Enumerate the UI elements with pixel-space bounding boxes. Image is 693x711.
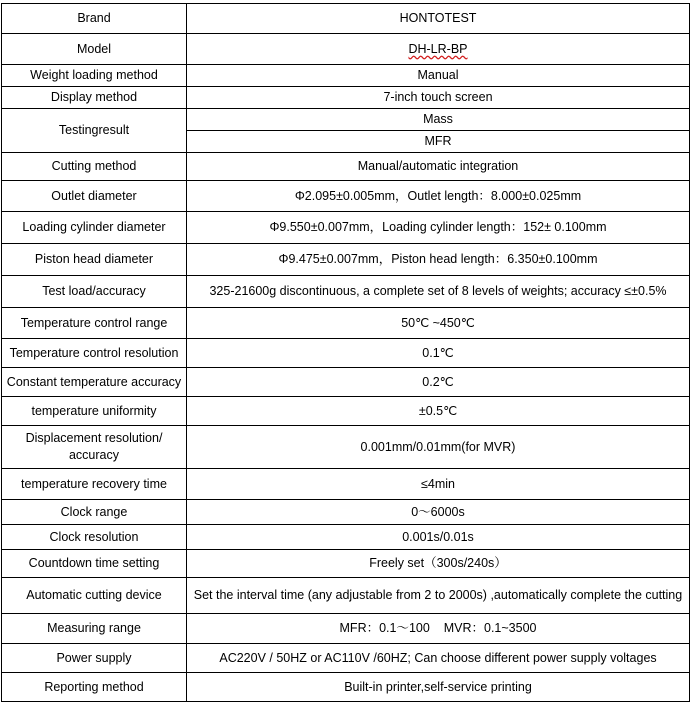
reporting-method-value: Built-in printer,self-service printing [187,673,690,702]
table-row [2,181,690,212]
temperature-recovery-time-label: temperature recovery time [2,469,187,500]
displacement-resolution-label-line-1: Displacement resolution/ [25,431,163,445]
weight-loading-method-value: Manual [187,65,690,87]
table-row [2,339,690,368]
constant-temperature-accuracy-value: 0.2℃ [187,368,690,397]
outlet-diameter-label: Outlet diameter [2,181,187,212]
piston-head-diameter-label: Piston head diameter [2,244,187,276]
table-row [2,308,690,339]
power-supply-value: AC220V / 50HZ or AC110V /60HZ; Can choose different power supply voltages [187,644,690,673]
cutting-method-value: Manual/automatic integration [187,153,690,181]
table-row [2,469,690,500]
display-method-label: Display method [2,87,187,109]
weight-loading-method-label: Weight loading method [2,65,187,87]
table-row [2,525,690,550]
power-supply-label: Power supply [2,644,187,673]
loading-cylinder-diameter-value: Φ9.550±0.007mm，Loading cylinder length：152± 0.100mm [187,212,690,244]
testing-result-label: Testingresult [2,109,187,153]
countdown-time-setting-label: Countdown time setting [2,550,187,578]
displacement-resolution-value: 0.001mm/0.01mm(for MVR) [187,426,690,469]
table-row [2,87,690,109]
piston-head-diameter-value: Φ9.475±0.007mm，Piston head length：6.350±0.100mm [187,244,690,276]
measuring-range-label: Measuring range [2,614,187,644]
table-row [2,276,690,308]
temperature-uniformity-label: temperature uniformity [2,397,187,426]
automatic-cutting-device-label: Automatic cutting device [2,578,187,614]
table-row [2,500,690,525]
automatic-cutting-device-value: Set the interval time (any adjustable from 2 to 2000s) ,automatically complete the cutting [187,578,690,614]
cutting-method-label: Cutting method [2,153,187,181]
table-row [2,644,690,673]
table-row [2,65,690,87]
clock-resolution-label: Clock resolution [2,525,187,550]
countdown-time-setting-value: Freely set（300s/240s） [187,550,690,578]
temperature-recovery-time-value: ≤4min [187,469,690,500]
table-row [2,673,690,702]
temperature-control-range-value: 50℃ ~450℃ [187,308,690,339]
displacement-resolution-label-line-2: accuracy [68,448,120,462]
temperature-control-range-label: Temperature control range [2,308,187,339]
clock-range-label: Clock range [2,500,187,525]
test-load-accuracy-value: 325-21600g discontinuous, a complete set of 8 levels of weights; accuracy ≤±0.5% [187,276,690,308]
model-value [187,34,690,65]
table-row [2,212,690,244]
table-row [2,397,690,426]
display-method-value: 7-inch touch screen [187,87,690,109]
reporting-method-label: Reporting method [2,673,187,702]
outlet-diameter-value: Φ2.095±0.005mm，Outlet length：8.000±0.025mm [187,181,690,212]
table-row [2,109,690,131]
testing-result-mass: Mass [187,109,690,131]
test-load-accuracy-label: Test load/accuracy [2,276,187,308]
table-row [2,153,690,181]
clock-range-value: 0～6000s [187,500,690,525]
brand-label: Brand [2,4,187,34]
table-row [2,578,690,614]
loading-cylinder-diameter-label: Loading cylinder diameter [2,212,187,244]
constant-temperature-accuracy-label: Constant temperature accuracy [2,368,187,397]
brand-value: HONTOTEST [187,4,690,34]
spec-table [1,3,690,702]
table-row [2,614,690,644]
displacement-resolution-label [2,426,187,469]
table-row [2,4,690,34]
table-row [2,34,690,65]
temperature-control-resolution-label: Temperature control resolution [2,339,187,368]
table-row [2,244,690,276]
table-row [2,426,690,469]
model-label: Model [2,34,187,65]
table-row [2,368,690,397]
clock-resolution-value: 0.001s/0.01s [187,525,690,550]
testing-result-mfr: MFR [187,131,690,153]
measuring-range-value: MFR：0.1～100 MVR：0.1~3500 [187,614,690,644]
table-row [2,550,690,578]
temperature-control-resolution-value: 0.1℃ [187,339,690,368]
model-value-text: DH-LR-BP [408,41,468,56]
temperature-uniformity-value: ±0.5℃ [187,397,690,426]
